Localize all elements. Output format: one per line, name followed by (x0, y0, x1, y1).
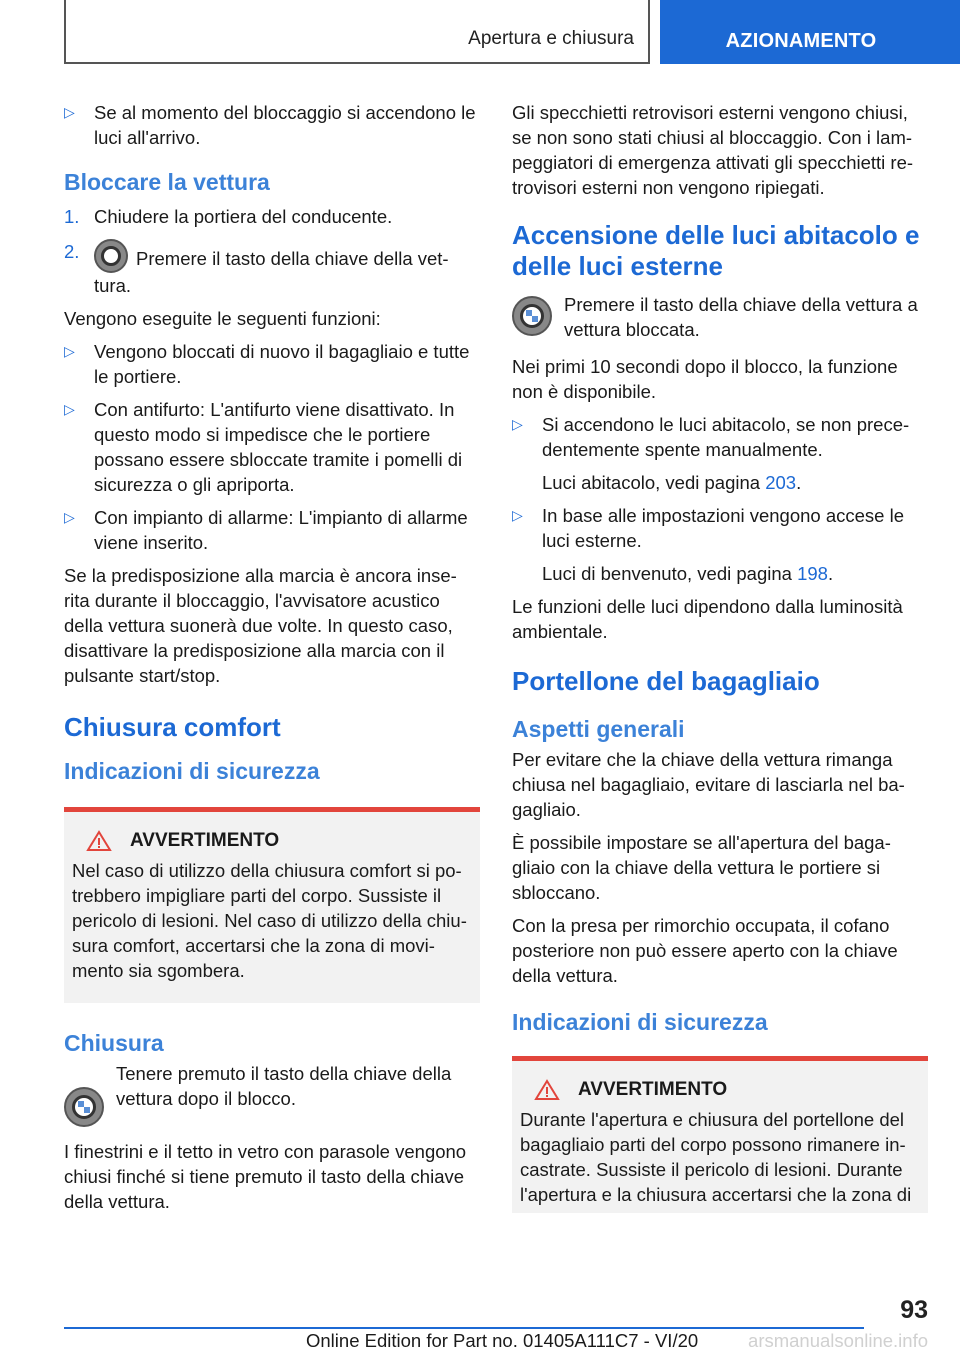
bullet-triangle-icon: ▷ (512, 416, 523, 432)
heading-accensione: Accensione delle luci abitacolo e delle luci esterne (512, 220, 920, 281)
left-column (64, 100, 480, 1222)
heading-chiusura: Chiusura (64, 1030, 164, 1056)
car-key-button-icon (94, 239, 128, 273)
right-column (512, 100, 928, 1231)
header-chapter-box (64, 0, 650, 64)
warning-title: AVVERTIMENTO (578, 1079, 728, 1100)
bullet-triangle-icon: ▷ (64, 343, 75, 359)
page-link-203[interactable]: 203 (765, 472, 797, 493)
warning-text: Nel caso di utilizzo della chiusura comfort si po- trebbero impigliare parti del corpo. Sussiste il pericolo di lesioni. Nel caso di utilizzo della chiu- sura comfort, accertarsi che la zona di movi- mento sia sgombera. (72, 860, 467, 981)
list-item: ▷ Se al momento del bloccaggio si accendono le luci all'arrivo. (64, 102, 476, 148)
p-evitare: Per evitare che la chiave della vettura rimanga chiusa nel bagagliaio, evitare di lasciarla nel ba- gagliaio. (512, 749, 905, 820)
list-item: ▷ Con antifurto: L'antifurto viene disattivato. In questo modo si impedisce che le portiere possano essere sbloccate tramite i pomelli di sicurezza o gli apriporta. (64, 399, 463, 495)
heading-portellone: Portellone del bagagliaio (512, 666, 820, 696)
watermark: arsmanualsonline.info (748, 1330, 928, 1351)
header-section-tab (660, 0, 960, 64)
p-presa: Con la presa per rimorchio occupata, il cofano posteriore non può essere aperto con la chiave della vettura. (512, 915, 898, 986)
p-possibile: È possibile impostare se all'apertura del baga- gliaio con la chiave della vettura le portiere si sbloccano. (512, 832, 891, 903)
car-key-button-icon (64, 1087, 104, 1127)
bullet-triangle-icon: ▷ (512, 507, 523, 523)
warning-triangle-icon (534, 1079, 560, 1101)
bullet-triangle-icon: ▷ (64, 104, 75, 120)
step-1: 1. Chiudere la portiera del conducente. (64, 206, 393, 227)
p-finestrini: I finestrini e il tetto in vetro con parasole vengono chiusi finché si tiene premuto il tasto della chiave della vettura. (64, 1141, 467, 1212)
page-link-198[interactable]: 198 (797, 563, 828, 584)
heading-bloccare: Bloccare la vettura (64, 169, 270, 195)
heading-chiusura-comfort: Chiusura comfort (64, 712, 281, 742)
chapter-title: Apertura e chiusura (468, 28, 634, 49)
bullet-triangle-icon: ▷ (64, 401, 75, 417)
warning-title: AVVERTIMENTO (130, 830, 280, 851)
list-item: ▷ In base alle impostazioni vengono accese le luci esterne. (512, 505, 905, 551)
car-key-button-icon (512, 296, 552, 336)
heading-sicurezza: Indicazioni di sicurezza (64, 758, 320, 784)
footer-divider (64, 1327, 864, 1329)
list-item: ▷ Vengono bloccati di nuovo il bagagliaio e tutte le portiere. (64, 341, 470, 387)
p-specchietti: Gli specchietti retrovisori esterni vengono chiusi, se non sono stati chiusi al bloccaggio. Con i lam- peggiatori di emergenza attivati gli specchietti re- trovisori esterni non vengono ripiegati. (512, 102, 914, 198)
warning-box (512, 1056, 928, 1213)
key-instruction: Premere il tasto della chiave della vettura a vettura bloccata. (512, 292, 928, 342)
heading-aspetti: Aspetti generali (512, 716, 685, 742)
page-number: 93 (900, 1296, 928, 1324)
footer-edition: Online Edition for Part no. 01405A111C7 - VI/20 (306, 1330, 699, 1351)
section-title: AZIONAMENTO (725, 30, 877, 52)
step-2: 2. Premere il tasto della chiave della vet- tura. (64, 241, 449, 296)
warning-triangle-icon (86, 830, 112, 852)
warning-text: Durante l'apertura e chiusura del portellone del bagagliaio parti del corpo possono rimanere in- castrate. Sussiste il pericolo di lesioni. Durante l'apertura e la chiusura accertarsi che la zona di (520, 1109, 912, 1205)
list-item: ▷ Con impianto di allarme: L'impianto di allarme viene inserito. (64, 507, 468, 553)
key-instruction: Tenere premuto il tasto della chiave della vettura dopo il blocco. (64, 1061, 480, 1127)
warning-box (64, 807, 480, 1003)
heading-sicurezza: Indicazioni di sicurezza (512, 1009, 768, 1035)
p-primi-secondi: Nei primi 10 secondi dopo il blocco, la funzione non è disponibile. (512, 356, 898, 402)
p-funzioni: Vengono eseguite le seguenti funzioni: (64, 308, 381, 329)
p-predisposizione: Se la predisposizione alla marcia è ancora inse- rita durante il bloccaggio, l'avvisatore acustico della vettura suonerà due volte. In questo caso, disattivare la predisposizione alla marcia con il pulsante start/stop. (64, 565, 457, 686)
list-item: ▷ Si accendono le luci abitacolo, se non prece- dentemente spente manualmente. (512, 414, 910, 460)
bullet-triangle-icon: ▷ (64, 509, 75, 525)
p-funzioni-luci: Le funzioni delle luci dipendono dalla luminosità ambientale. (512, 596, 903, 642)
page-reference: Luci abitacolo, vedi pagina 203. (542, 472, 802, 493)
page-reference: Luci di benvenuto, vedi pagina 198. (542, 563, 834, 584)
